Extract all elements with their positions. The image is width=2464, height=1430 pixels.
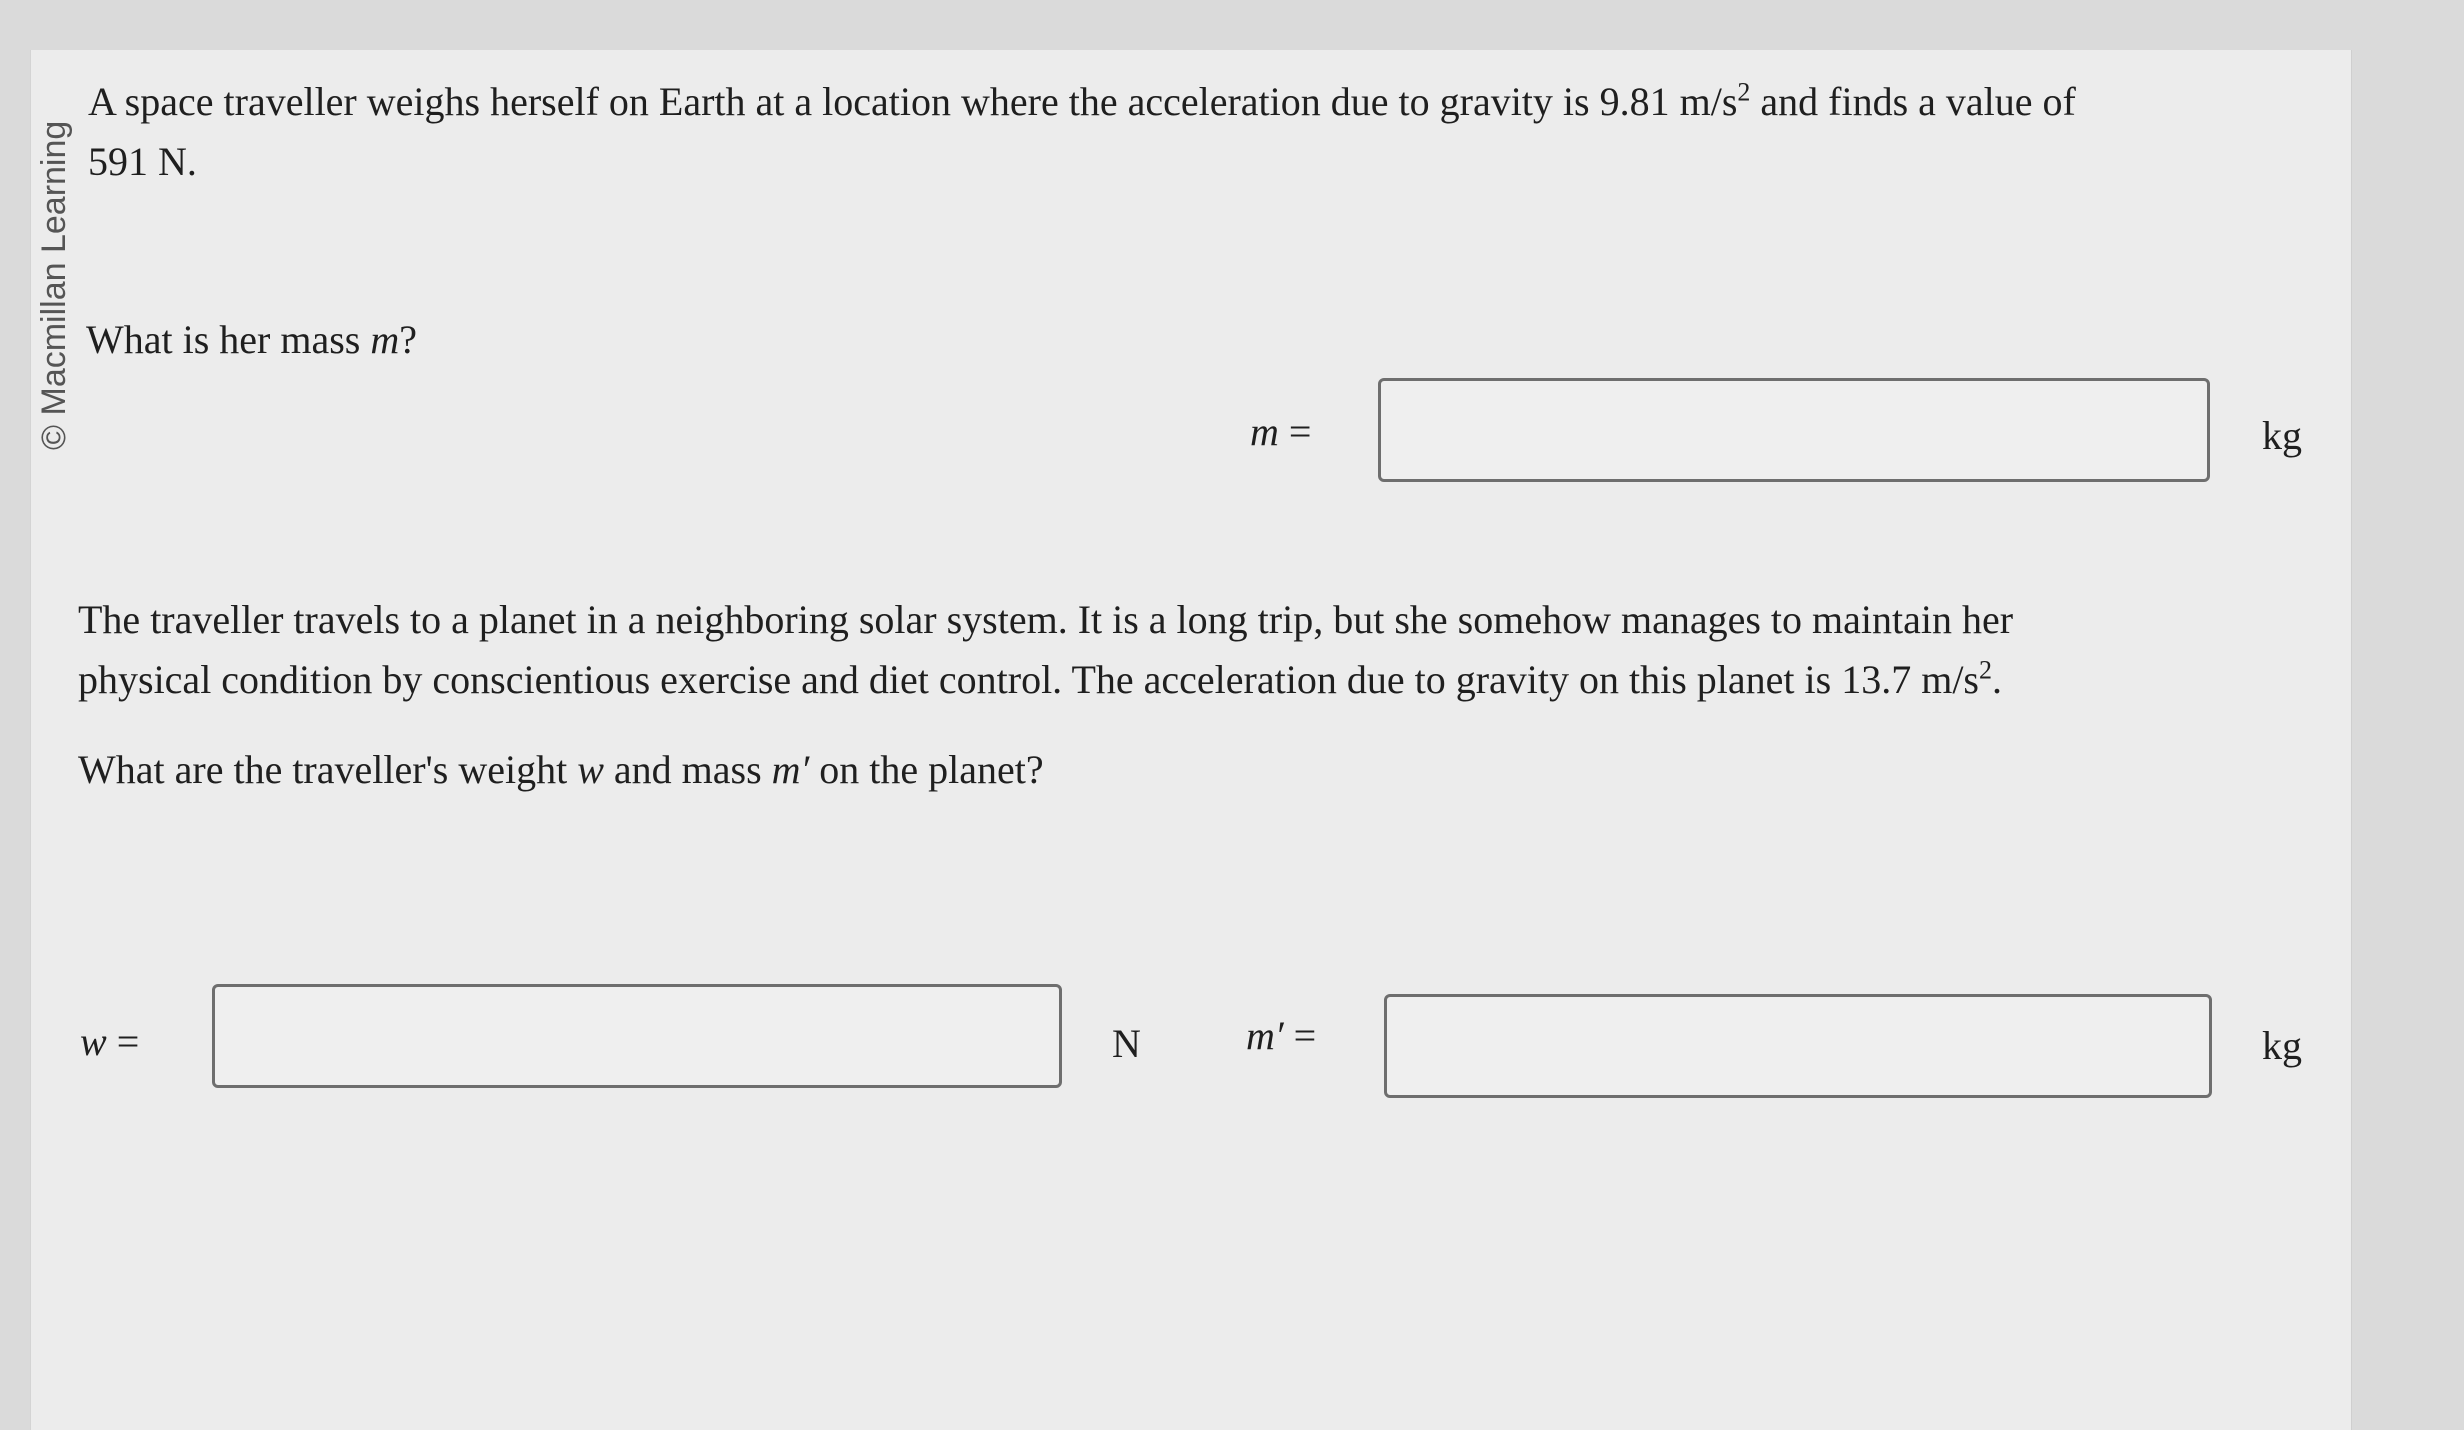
m-label-eq: = (1278, 409, 1312, 454)
question-2-var-m-prime: m′ (771, 747, 810, 792)
m-prime-unit-label: kg (2262, 1023, 2302, 1068)
weight-w-input[interactable] (212, 984, 1062, 1088)
copyright-watermark: © Macmillan Learning (35, 120, 73, 450)
question-1-text (88, 72, 2076, 192)
m-unit-label: kg (2262, 413, 2302, 458)
question-1-prompt (86, 310, 417, 370)
question-1-line2: 591 N. (88, 139, 197, 184)
m-answer-label (1250, 408, 1311, 455)
m-prime-label-var: m′ (1246, 1013, 1284, 1058)
question-2-prompt-text: What are the traveller's weight (78, 747, 578, 792)
question-2-text (78, 590, 2013, 710)
question-2-line2-end: . (1992, 657, 2002, 702)
question-1-superscript: 2 (1737, 77, 1751, 107)
m-prime-answer-label (1246, 1012, 1316, 1059)
question-2-superscript: 2 (1979, 655, 1992, 685)
w-label-eq: = (106, 1019, 140, 1064)
question-2-prompt (78, 740, 1044, 800)
question-2-line1: The traveller travels to a planet in a neighboring solar system. It is a long trip, but she somehow manages to maintain her (78, 597, 2014, 642)
m-label-var: m (1250, 409, 1279, 454)
question-2-line2: physical condition by conscientious exercise and diet control. The acceleration due to gravity on this planet is 13.7 m/s (78, 657, 1979, 702)
question-1-line1: A space traveller weighs herself on Earth at a location where the acceleration due to gravity is 9.81 m/s (88, 79, 1738, 124)
mass-m-prime-input[interactable] (1384, 994, 2212, 1098)
question-2-var-w: w (577, 747, 604, 792)
question-2-prompt-end: on the planet? (809, 747, 1044, 792)
question-1-prompt-var: m (370, 317, 400, 362)
question-1-prompt-text: What is her mass (86, 317, 371, 362)
w-unit-label: N (1112, 1021, 1141, 1066)
question-1-line1-end: and finds a value of (1750, 79, 2076, 124)
m-prime-label-eq: = (1283, 1013, 1317, 1058)
w-answer-label (80, 1018, 139, 1065)
mass-m-input[interactable] (1378, 378, 2210, 482)
w-label-var: w (80, 1019, 107, 1064)
question-2-prompt-mid: and mass (603, 747, 772, 792)
question-1-prompt-end: ? (399, 317, 418, 362)
